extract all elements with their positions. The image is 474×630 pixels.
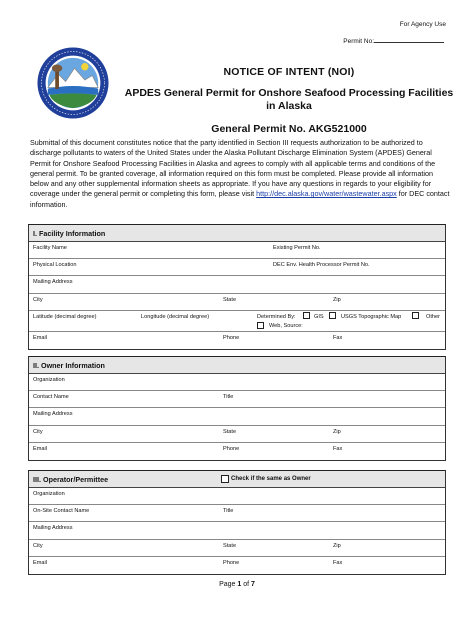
- email-label: Email: [33, 445, 47, 452]
- facility-name-row[interactable]: [29, 242, 445, 259]
- facility-contact-row[interactable]: [29, 332, 445, 349]
- owner-organization-row[interactable]: [29, 374, 445, 391]
- dec-permit-label: DEC Env. Health Processor Permit No.: [273, 262, 370, 269]
- owner-section-header: II. Owner Information: [29, 357, 445, 374]
- same-as-owner-checkbox[interactable]: [221, 475, 311, 483]
- email-label: Email: [33, 559, 47, 566]
- page-indicator: [0, 581, 474, 588]
- contact-name-label: Contact Name: [33, 394, 69, 401]
- operator-section: [28, 470, 446, 575]
- operator-section-header: [29, 471, 445, 488]
- zip-label: Zip: [333, 542, 341, 549]
- onsite-contact-label: On-Site Contact Name: [33, 508, 90, 515]
- operator-section-title: III. Operator/Permittee: [33, 474, 109, 484]
- permit-title: APDES General Permit for Onshore Seafood Processing Facilities in Alaska: [124, 87, 454, 112]
- facility-section: [28, 224, 446, 350]
- other-checkbox[interactable]: [412, 312, 419, 319]
- city-label: City: [33, 296, 43, 303]
- same-as-owner-label: Check if the same as Owner: [231, 476, 311, 482]
- mailing-address-label: Mailing Address: [33, 411, 73, 418]
- title-label: Title: [223, 508, 234, 515]
- owner-contact-row[interactable]: [29, 391, 445, 408]
- operator-contact-info-row[interactable]: [29, 557, 445, 574]
- fax-label: Fax: [333, 334, 343, 341]
- state-label: State: [223, 296, 237, 303]
- page-total: 7: [251, 581, 255, 588]
- existing-permit-label: Existing Permit No.: [273, 245, 321, 251]
- usgs-checkbox[interactable]: [329, 312, 336, 319]
- owner-city-row[interactable]: [29, 426, 445, 443]
- phone-label: Phone: [223, 445, 240, 452]
- facility-name-label: Facility Name: [33, 245, 67, 251]
- state-label: State: [223, 428, 237, 435]
- usgs-label: USGS Topographic Map: [341, 313, 402, 320]
- page-word: Page: [219, 581, 236, 588]
- web-source-checkbox[interactable]: [257, 322, 264, 329]
- organization-label: Organization: [33, 491, 65, 497]
- permit-no-field[interactable]: [343, 37, 444, 45]
- email-label: Email: [33, 334, 47, 341]
- state-label: State: [223, 542, 237, 549]
- facility-mailing-row[interactable]: [29, 276, 445, 293]
- alaska-dec-seal-icon: [36, 46, 110, 120]
- title-label: Title: [223, 394, 234, 401]
- permit-no-label: Permit No:: [343, 38, 374, 45]
- facility-section-header: I. Facility Information: [29, 225, 445, 242]
- title-block: [120, 66, 458, 135]
- page-of: of: [243, 581, 250, 588]
- web-source-label: Web, Source:: [269, 322, 303, 329]
- owner-section: [28, 356, 446, 461]
- city-label: City: [33, 542, 43, 549]
- operator-city-row[interactable]: [29, 540, 445, 557]
- physical-location-label: Physical Location: [33, 262, 77, 269]
- permit-number-title: General Permit No. AKG521000: [211, 123, 367, 135]
- physical-location-row[interactable]: [29, 259, 445, 276]
- operator-mailing-row[interactable]: [29, 522, 445, 539]
- owner-contact-info-row[interactable]: [29, 443, 445, 460]
- operator-organization-row[interactable]: [29, 488, 445, 505]
- mailing-address-label: Mailing Address: [33, 525, 73, 532]
- intro-text: Submittal of this document constitutes notice that the party identified in Section III requests authorization to be authorized to discharge pollutants to waters of the United States under the Alaska Pollutant Discharge Elimination System (APDES) General Permit for Onshore Seafood Processing Facilities in Alaska and agrees to comply with all applicable terms and conditions of the general permit. To be granted coverage, all information required on this form must be completed. Please provide all information below and any other supplemental information sheets as appropriate. If you have any questions in regards to your eligibility for coverage under the general permit or completing this form, please visit: [30, 138, 436, 199]
- intro-paragraph: [30, 138, 450, 210]
- gis-label: GIS: [314, 313, 324, 320]
- latitude-label: Latitude (decimal degree): [33, 313, 97, 320]
- owner-mailing-row[interactable]: [29, 408, 445, 425]
- zip-label: Zip: [333, 296, 341, 303]
- notice-title: NOTICE OF INTENT (NOI): [223, 66, 355, 78]
- fax-label: Fax: [333, 559, 343, 566]
- operator-contact-row[interactable]: [29, 505, 445, 522]
- dec-wastewater-link[interactable]: http://dec.alaska.gov/water/wastewater.aspx: [256, 189, 397, 199]
- permit-no-blank[interactable]: [374, 37, 444, 43]
- zip-label: Zip: [333, 428, 341, 435]
- facility-city-row[interactable]: [29, 294, 445, 311]
- determined-by-label: Determined By:: [257, 313, 296, 320]
- fax-label: Fax: [333, 445, 343, 452]
- coordinates-row[interactable]: [29, 311, 445, 332]
- phone-label: Phone: [223, 334, 240, 341]
- city-label: City: [33, 428, 43, 435]
- phone-label: Phone: [223, 559, 240, 566]
- gis-checkbox[interactable]: [303, 312, 310, 319]
- longitude-label: Longitude (decimal degree): [141, 313, 210, 320]
- other-label: Other: [426, 313, 440, 320]
- intro-text-end: for DEC contact information.: [30, 189, 450, 209]
- agency-use-label: For Agency Use: [399, 21, 446, 28]
- page-current: 1: [237, 581, 242, 588]
- organization-label: Organization: [33, 377, 65, 383]
- mailing-address-label: Mailing Address: [33, 279, 73, 286]
